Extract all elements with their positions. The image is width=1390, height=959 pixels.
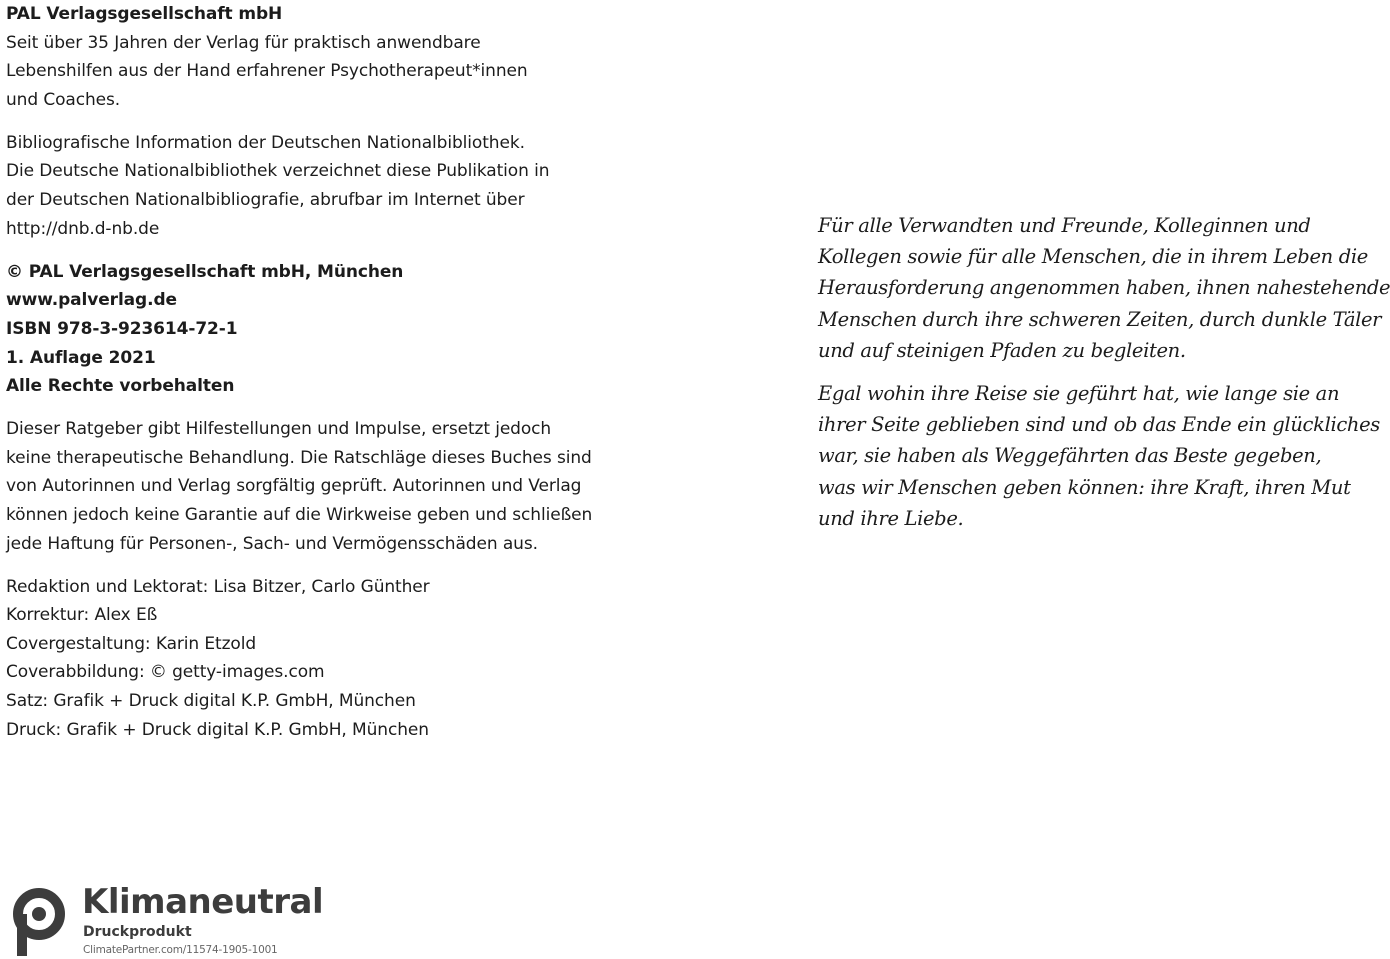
credit-printing: Druck: Grafik + Druck digital K.P. GmbH, München [6,719,429,740]
disclaimer-block [6,415,596,558]
disclaimer-line: jede Haftung für Personen-, Sach- und Vermögensschäden aus. [6,533,538,554]
credit-typesetting: Satz: Grafik + Druck digital K.P. GmbH, München [6,691,416,712]
dedication-line: Menschen durch ihre schweren Zeiten, durch dunkle Täler [818,307,1382,331]
bibliographic-line: Die Deutsche Nationalbibliothek verzeichnet diese Publikation in [6,161,550,182]
dedication-line: ihrer Seite geblieben sind und ob das Ende ein glückliches [818,413,1380,437]
dedication-column [818,210,1390,546]
imprint-column [6,0,596,759]
website-link[interactable]: www.palverlag.de [6,290,177,311]
disclaimer-line: keine therapeutische Behandlung. Die Ratschläge dieses Buches sind [6,447,592,468]
publisher-tagline-line: und Coaches. [6,89,121,110]
disclaimer-line: können jedoch keine Garantie auf die Wirkweise geben und schließen [6,505,593,525]
credit-cover-design: Covergestaltung: Karin Etzold [6,633,257,654]
publisher-block [6,0,596,114]
disclaimer-line: Dieser Ratgeber gibt Hilfestellungen und Impulse, ersetzt jedoch [6,419,552,440]
dedication-line: Kollegen sowie für alle Menschen, die in ihrem Leben die [818,245,1368,269]
dedication-paragraph-2 [818,378,1390,534]
dedication-line: und ihre Liebe. [818,506,964,530]
climate-neutral-logo [8,884,338,958]
publisher-tagline-line: Lebenshilfen aus der Hand erfahrener Psychotherapeut*innen [6,61,528,82]
credits-block [6,573,596,745]
logo-subtitle: Druckprodukt [83,924,192,940]
copyright-line: © PAL Verlagsgesellschaft mbH, München [6,261,404,282]
imprint-block [6,258,596,401]
disclaimer-line: von Autorinnen und Verlag sorgfältig geprüft. Autorinnen und Verlag [6,476,582,497]
dedication-paragraph-1 [818,210,1390,366]
publisher-tagline-line: Seit über 35 Jahren der Verlag für praktisch anwendbare [6,32,481,53]
dedication-line: und auf steinigen Pfaden zu begleiten. [818,338,1186,362]
rights-line: Alle Rechte vorbehalten [6,376,235,397]
dedication-line: Für alle Verwandten und Freunde, Kolleginnen und [818,214,1311,237]
dedication-line: Egal wohin ihre Reise sie geführt hat, wie lange sie an [818,382,1340,406]
bibliographic-line: Bibliografische Information der Deutschen Nationalbibliothek. [6,132,525,153]
credit-editing: Redaktion und Lektorat: Lisa Bitzer, Carlo Günther [6,576,430,597]
dnb-link[interactable]: http://dnb.d-nb.de [6,218,160,239]
climatepartner-logo-icon [8,884,74,958]
logo-title: Klimaneutral [82,882,324,922]
publisher-name: PAL Verlagsgesellschaft mbH [6,4,283,24]
credit-proofreading: Korrektur: Alex Eß [6,605,158,626]
dedication-line: Herausforderung angenommen haben, ihnen nahestehende [818,276,1390,300]
bibliographic-line: der Deutschen Nationalbibliografie, abrufbar im Internet über [6,190,525,211]
dedication-line: war, sie haben als Weggefährten das Beste gegeben, [818,444,1322,468]
edition-line: 1. Auflage 2021 [6,347,156,368]
dedication-line: was wir Menschen geben können: ihre Kraft, ihren Mut [818,475,1351,499]
logo-url[interactable]: ClimatePartner.com/11574-1905-1001 [83,944,278,956]
isbn-line: ISBN 978-3-923614-72-1 [6,318,238,339]
credit-cover-image: Coverabbildung: © getty-images.com [6,662,325,683]
bibliographic-block [6,129,596,243]
